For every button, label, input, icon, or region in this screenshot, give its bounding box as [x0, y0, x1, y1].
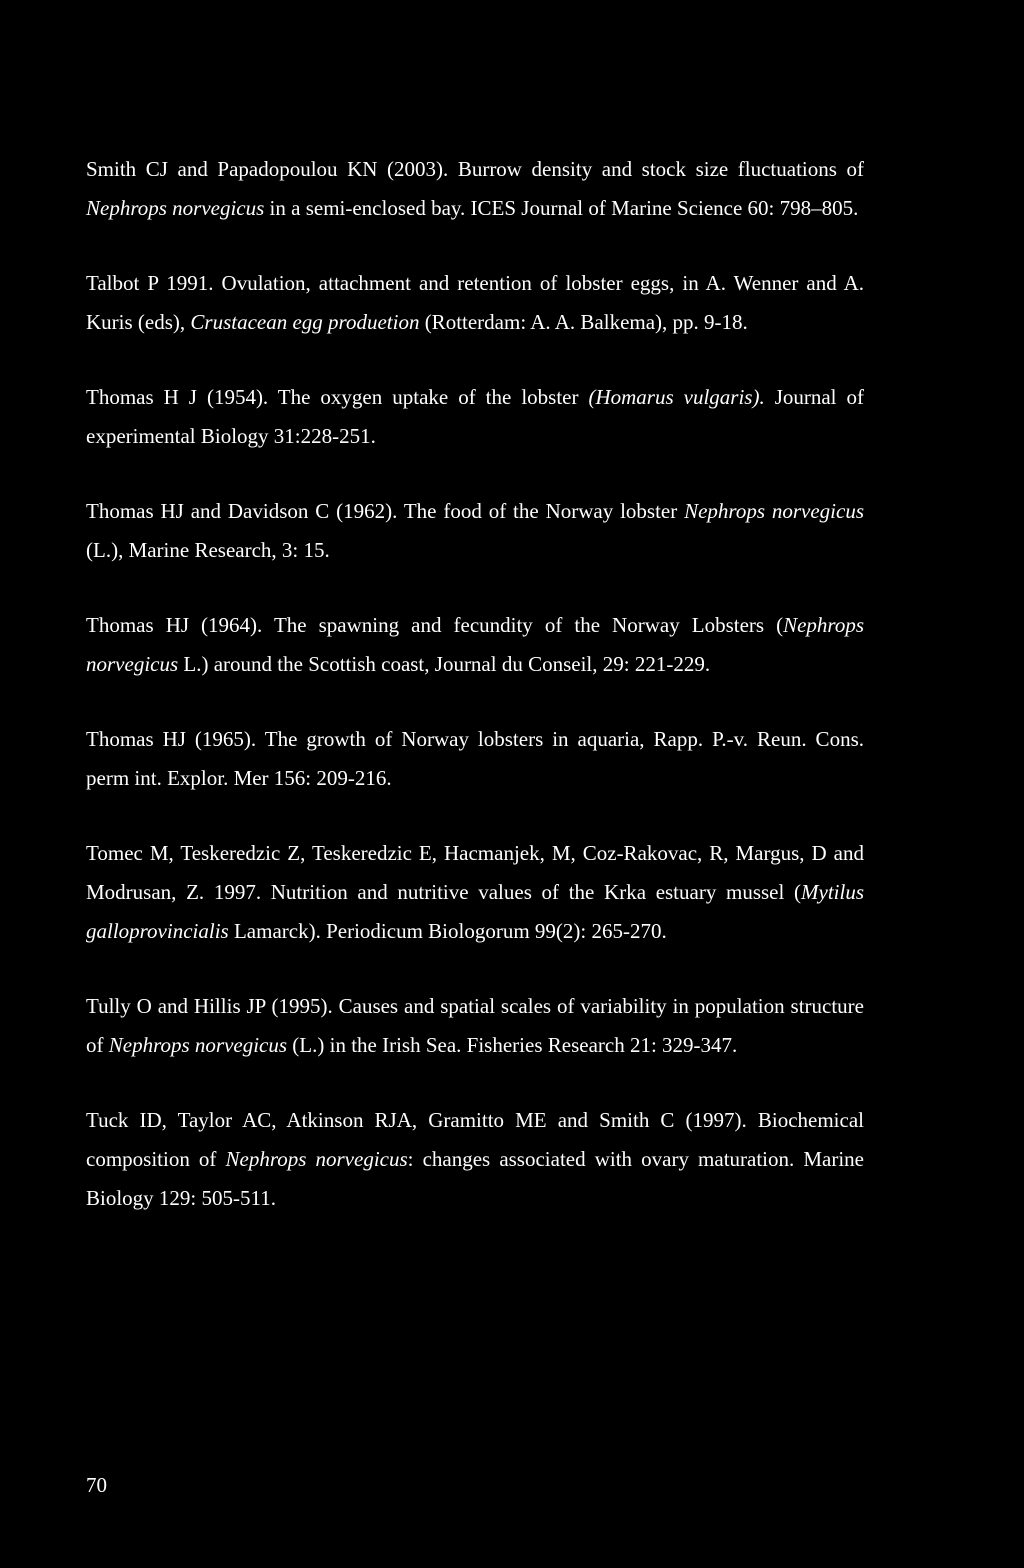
reference-entry [86, 492, 864, 570]
reference-text: Tully O and Hillis JP (1995). Causes and spatial scales of variability in population structure of [86, 994, 864, 1057]
reference-species-italic: Nephrops norvegicus [86, 613, 864, 676]
reference-entry [86, 606, 864, 684]
reference-species-italic: Nephrops norvegicus [108, 1033, 288, 1057]
reference-entry [86, 264, 864, 342]
reference-entry [86, 834, 864, 951]
reference-species-italic: (Homarus vulgaris). [588, 385, 765, 409]
reference-text: Lamarck). Periodicum Biologorum 99(2): 265-270. [228, 919, 667, 943]
reference-text: : changes associated with ovary maturation. Marine Biology 129: 505-511. [86, 1147, 864, 1210]
reference-entry [86, 1101, 864, 1218]
reference-text: Journal of experimental Biology 31:228-251. [86, 385, 864, 448]
reference-text: Tomec M, Teskeredzic Z, Teskeredzic E, Hacmanjek, M, Coz-Rakovac, R, Margus, D and Modrusan, Z. 1997. Nutrition and nutritive values of the Krka estuary mussel ( [86, 841, 864, 904]
reference-text: Thomas H J (1954). The oxygen uptake of the lobster [86, 385, 589, 409]
reference-text: Talbot P 1991. Ovulation, attachment and retention of lobster eggs, in A. Wenner and A. Kuris (eds), [86, 271, 864, 334]
reference-entry [86, 150, 864, 228]
reference-species-italic: Nephrops norvegicus [86, 196, 265, 220]
reference-entry [86, 378, 864, 456]
reference-entry [86, 720, 864, 798]
reference-text: Tuck ID, Taylor AC, Atkinson RJA, Gramitto ME and Smith C (1997). Biochemical composition of [86, 1108, 864, 1171]
reference-text: (L.), Marine Research, 3: 15. [86, 538, 330, 562]
reference-entry [86, 987, 864, 1065]
page-number: 70 [86, 1473, 107, 1497]
reference-text: in a semi-enclosed bay. ICES Journal of Marine Science 60: 798–805. [264, 196, 859, 220]
reference-text: Thomas HJ (1965). The growth of Norway lobsters in aquaria, Rapp. P.-v. Reun. Cons. perm int. Explor. Mer 156: 209-216. [86, 727, 864, 790]
reference-text: Smith CJ and Papadopoulou KN (2003). Burrow density and stock size fluctuations of [86, 157, 864, 181]
reference-text: (Rotterdam: A. A. Balkema), pp. 9-18. [419, 310, 748, 334]
reference-species-italic: Nephrops norvegicus [225, 1147, 408, 1171]
reference-text: Thomas HJ (1964). The spawning and fecundity of the Norway Lobsters ( [86, 613, 784, 637]
reference-list [86, 150, 864, 1254]
reference-text: Thomas HJ and Davidson C (1962). The food of the Norway lobster [86, 499, 685, 523]
reference-text: (L.) in the Irish Sea. Fisheries Research 21: 329-347. [287, 1033, 738, 1057]
reference-species-italic: Nephrops norvegicus [684, 499, 864, 523]
reference-book-title-italic: Crustacean egg produetion [190, 310, 420, 334]
reference-text: L.) around the Scottish coast, Journal du Conseil, 29: 221-229. [178, 652, 711, 676]
reference-species-italic: Mytilus galloprovincialis [86, 880, 864, 943]
